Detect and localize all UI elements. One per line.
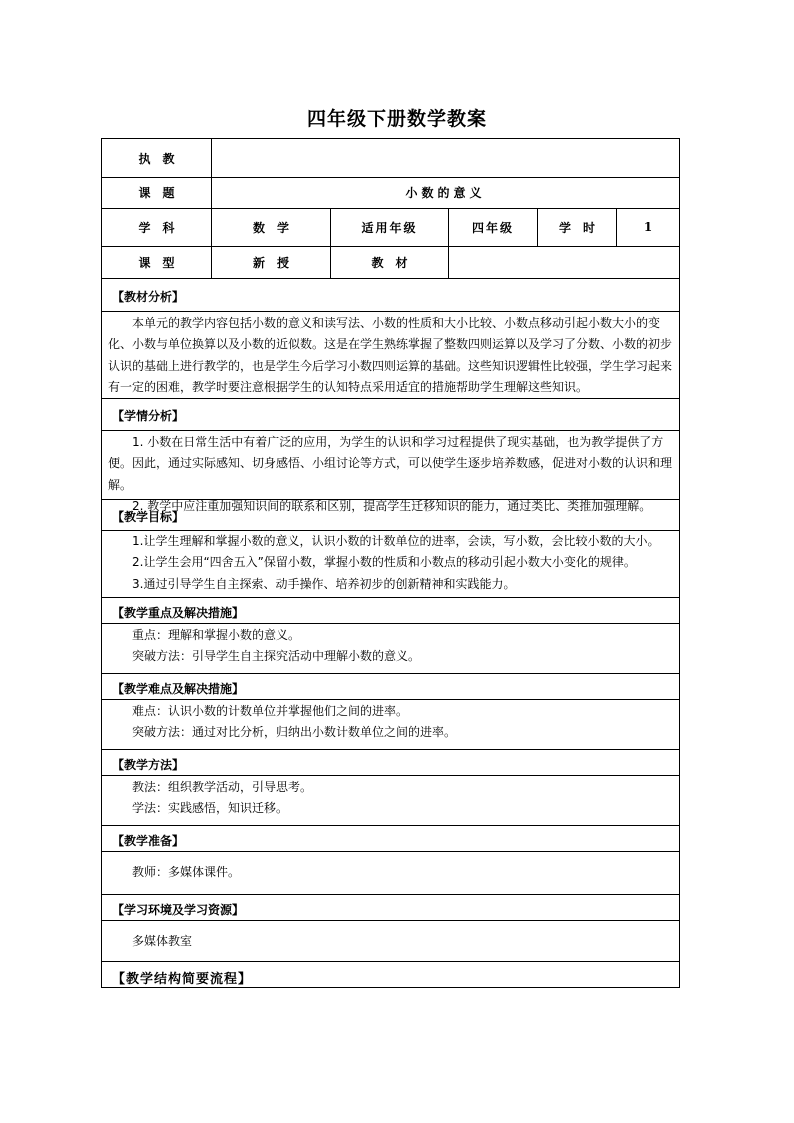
row-divider (102, 851, 679, 852)
difficulties-line-2: 突破方法：通过对比分析，归纳出小数计数单位之间的进率。 (132, 725, 457, 740)
subject-value: 数 学 (252, 220, 289, 235)
type-label: 课 型 (138, 255, 175, 270)
methods-heading: 【教学方法】 (112, 758, 185, 772)
keypoints-heading: 【教学重点及解决措施】 (112, 606, 245, 620)
row-divider (102, 278, 679, 279)
row-divider (102, 894, 679, 895)
lesson-plan-table (101, 138, 680, 988)
row-divider (102, 920, 679, 921)
topic-value: 小数的意义 (405, 186, 486, 200)
grade-value: 四年级 (471, 220, 514, 235)
row-divider (102, 673, 679, 674)
textbook-label: 教 材 (371, 255, 408, 270)
env-heading: 【学习环境及学习资源】 (112, 903, 245, 917)
topic-label: 课 题 (138, 186, 175, 200)
goals-body (132, 531, 677, 595)
row-divider (102, 825, 679, 826)
methods-body (132, 777, 677, 820)
hours-label: 学 时 (558, 220, 595, 235)
goals-heading: 【教学目标】 (112, 510, 185, 524)
flow-heading: 【教学结构简要流程】 (112, 972, 253, 987)
goals-line-3: 3.通过引导学生自主探索、动手操作、培养初步的创新精神和实践能力。 (132, 576, 516, 591)
executor-value (212, 139, 679, 177)
students-line-1: 1. 小数在日常生活中有着广泛的应用，为学生的认识和学习过程提供了现实基础，也为教学提供了方便。因此，通过实际感知、切身感悟、小组讨论等方式，可以使学生逐步培养数感，促进对小数的认识和理解。 (108, 435, 673, 492)
prep-body (132, 862, 677, 883)
hours-value: 1 (643, 220, 653, 234)
methods-line-2: 学法：实践感悟，知识迁移。 (132, 801, 289, 816)
goals-line-1: 1.让学生理解和掌握小数的意义，认识小数的计数单位的进率，会读，写小数，会比较小数的大小。 (132, 534, 660, 548)
row-divider (102, 311, 679, 312)
row-divider (102, 749, 679, 750)
goals-line-2: 2.让学生会用“四舍五入”保留小数，掌握小数的性质和小数点的移动引起小数大小变化的规律。 (132, 555, 636, 570)
env-body (132, 931, 677, 952)
difficulties-heading: 【教学难点及解决措施】 (112, 682, 245, 696)
row-divider (102, 597, 679, 598)
difficulties-line-1: 难点：认识小数的计数单位并掌握他们之间的进率。 (132, 704, 409, 718)
material-body (108, 313, 674, 398)
row-divider (102, 430, 679, 431)
keypoints-line-1: 重点：理解和掌握小数的意义。 (132, 628, 301, 642)
type-value: 新 授 (252, 255, 289, 270)
keypoints-body (132, 625, 677, 668)
subject-label: 学 科 (138, 220, 175, 235)
difficulties-body (132, 701, 677, 744)
methods-line-1: 教法：组织教学活动，引导思考。 (132, 780, 313, 794)
students-line-2: 2. 教学中应注重加强知识间的联系和区别，提高学生迁移知识的能力，通过类比、类推加强理解。 (132, 498, 652, 513)
row-divider (102, 699, 679, 700)
executor-label: 执 教 (138, 151, 175, 166)
keypoints-line-2: 突破方法：引导学生自主探究活动中理解小数的意义。 (132, 649, 421, 664)
row-divider (102, 961, 679, 962)
env-line-1: 多媒体教室 (132, 934, 193, 948)
row-divider (102, 775, 679, 776)
row-divider (102, 623, 679, 624)
material-paragraph: 本单元的教学内容包括小数的意义和读写法、小数的性质和大小比较、小数点移动引起小数大小的变化、小数与单位换算以及小数的近似数。这是在学生熟练掌握了整数四则运算以及学习了分数、小数的初步认识的基础上进行教学的，也是学生今后学习小数四则运算的基础。这些知识逻辑性比较强，学生学习起来有一定的困难，教学时要注意根据学生的认知特点采用适宜的措施帮助学生理解这些知识。 (108, 316, 673, 394)
prep-line-1: 教师：多媒体课件。 (132, 865, 241, 879)
students-body (108, 432, 674, 517)
material-heading: 【教材分析】 (112, 290, 185, 304)
grade-label: 适用年级 (361, 220, 418, 235)
prep-heading: 【教学准备】 (112, 834, 185, 848)
students-heading: 【学情分析】 (112, 409, 185, 423)
page-title: 四年级下册数学教案 (306, 108, 487, 130)
textbook-value (449, 246, 679, 278)
